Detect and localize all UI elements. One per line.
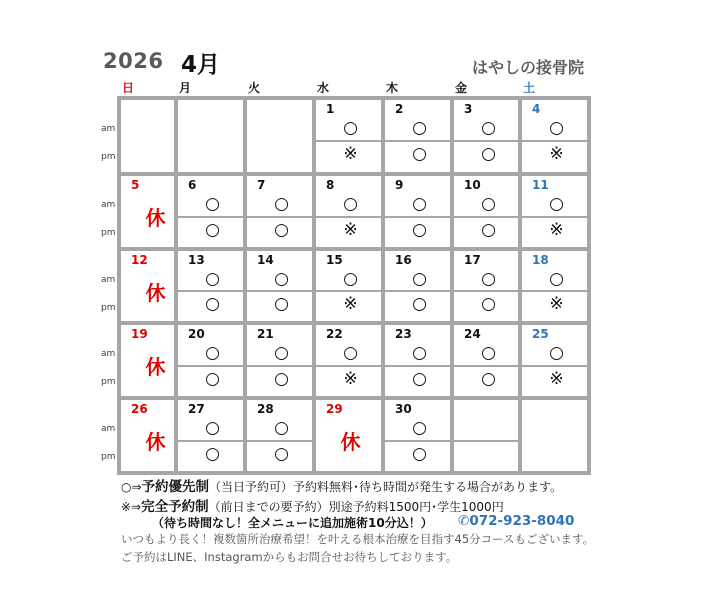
pm-slot-status: ※ bbox=[549, 144, 564, 164]
am-slot-status: ○ bbox=[412, 118, 427, 138]
slot-divider bbox=[316, 140, 382, 142]
grid-line bbox=[117, 96, 589, 100]
grid-line bbox=[117, 247, 589, 251]
pm-label: pm bbox=[101, 452, 116, 462]
pm-slot-status: ○ bbox=[412, 294, 427, 314]
am-slot-status: ○ bbox=[412, 194, 427, 214]
am-label: am bbox=[101, 424, 116, 434]
pm-slot-status: ※ bbox=[343, 144, 358, 164]
day-number: 8 bbox=[326, 178, 335, 192]
slot-divider bbox=[385, 440, 451, 442]
slot-divider bbox=[522, 140, 588, 142]
slot-divider bbox=[385, 290, 451, 292]
am-slot-status: ○ bbox=[343, 269, 358, 289]
pm-slot-status: ○ bbox=[274, 444, 289, 464]
closed-day-marker: 休 bbox=[145, 430, 166, 454]
phone-number[interactable] bbox=[458, 513, 574, 529]
am-slot-status: ○ bbox=[205, 418, 220, 438]
day-number: 9 bbox=[395, 178, 404, 192]
pm-slot-status: ○ bbox=[205, 369, 220, 389]
pm-slot-status: ○ bbox=[481, 294, 496, 314]
closed-day-marker: 休 bbox=[340, 430, 361, 454]
slot-divider bbox=[247, 440, 313, 442]
clinic-name: はやしの接骨院 bbox=[471, 58, 584, 77]
slot-divider bbox=[385, 140, 451, 142]
year: 2026 bbox=[103, 49, 164, 73]
weekday-0: 日 bbox=[122, 81, 135, 95]
slot-divider bbox=[178, 290, 244, 292]
grid-line bbox=[117, 396, 589, 400]
weekday-3: 水 bbox=[317, 81, 330, 95]
slot-divider bbox=[178, 440, 244, 442]
am-slot-status: ○ bbox=[481, 343, 496, 363]
day-number: 26 bbox=[131, 402, 148, 416]
pm-slot-status: ○ bbox=[274, 369, 289, 389]
day-number: 27 bbox=[188, 402, 205, 416]
grid-line bbox=[117, 172, 589, 176]
legend-priority-title: 予約優先制 bbox=[141, 479, 210, 495]
weekday-4: 木 bbox=[386, 81, 399, 95]
slot-divider bbox=[385, 365, 451, 367]
legend-line-2 bbox=[121, 495, 504, 515]
circle-symbol: ○⇒ bbox=[121, 480, 142, 494]
pm-slot-status: ※ bbox=[343, 369, 358, 389]
slot-divider bbox=[454, 216, 520, 218]
day-number: 3 bbox=[464, 102, 473, 116]
day-number: 6 bbox=[188, 178, 197, 192]
pm-label: pm bbox=[101, 303, 116, 313]
pm-slot-status: ○ bbox=[205, 294, 220, 314]
weekday-6: 土 bbox=[523, 81, 536, 95]
pm-slot-status: ○ bbox=[481, 369, 496, 389]
am-slot-status: ○ bbox=[481, 269, 496, 289]
slot-divider bbox=[454, 440, 520, 442]
am-slot-status: ○ bbox=[549, 118, 564, 138]
am-slot-status: ○ bbox=[205, 194, 220, 214]
day-number: 13 bbox=[188, 253, 205, 267]
day-number: 15 bbox=[326, 253, 343, 267]
day-number: 10 bbox=[464, 178, 481, 192]
legend-full-reservation-title: 完全予約制 bbox=[141, 499, 209, 515]
day-number: 19 bbox=[131, 327, 148, 341]
slot-divider bbox=[454, 365, 520, 367]
am-slot-status: ○ bbox=[274, 343, 289, 363]
asterisk-symbol: ※⇒ bbox=[121, 500, 142, 514]
slot-divider bbox=[247, 216, 313, 218]
am-slot-status: ○ bbox=[481, 194, 496, 214]
day-number: 28 bbox=[257, 402, 274, 416]
am-slot-status: ○ bbox=[205, 343, 220, 363]
pm-slot-status: ○ bbox=[205, 220, 220, 240]
am-slot-status: ○ bbox=[274, 269, 289, 289]
legend-line-5: ご予約はLINE、Instagramからもお問合せお待ちしております。 bbox=[121, 550, 458, 564]
pm-slot-status: ※ bbox=[343, 294, 358, 314]
legend-full-reservation-desc: （前日までの要予約）別途予約料1500円･学生1000円 bbox=[208, 500, 504, 514]
day-number: 23 bbox=[395, 327, 412, 341]
pm-label: pm bbox=[101, 228, 116, 238]
day-number: 11 bbox=[532, 178, 549, 192]
am-label: am bbox=[101, 275, 116, 285]
day-number: 5 bbox=[131, 178, 140, 192]
am-slot-status: ○ bbox=[205, 269, 220, 289]
am-slot-status: ○ bbox=[549, 269, 564, 289]
weekday-2: 火 bbox=[248, 81, 261, 95]
pm-slot-status: ※ bbox=[549, 294, 564, 314]
month: 4月 bbox=[181, 52, 221, 78]
am-label: am bbox=[101, 349, 116, 359]
pm-label: pm bbox=[101, 377, 116, 387]
grid-line bbox=[117, 321, 589, 325]
am-slot-status: ○ bbox=[343, 194, 358, 214]
am-slot-status: ○ bbox=[412, 269, 427, 289]
weekday-1: 月 bbox=[179, 81, 192, 95]
slot-divider bbox=[454, 290, 520, 292]
legend-priority-desc: （当日予約可）予約料無料･待ち時間が発生する場合があります。 bbox=[209, 480, 563, 494]
pm-slot-status: ※ bbox=[549, 369, 564, 389]
pm-slot-status: ○ bbox=[481, 220, 496, 240]
day-number: 30 bbox=[395, 402, 412, 416]
weekday-5: 金 bbox=[455, 81, 468, 95]
slot-divider bbox=[178, 216, 244, 218]
am-label: am bbox=[101, 124, 116, 134]
slot-divider bbox=[522, 290, 588, 292]
day-number: 16 bbox=[395, 253, 412, 267]
am-label: am bbox=[101, 200, 116, 210]
closed-day-marker: 休 bbox=[145, 206, 166, 230]
slot-divider bbox=[385, 216, 451, 218]
legend-line-1 bbox=[121, 475, 562, 495]
day-number: 12 bbox=[131, 253, 148, 267]
pm-slot-status: ※ bbox=[549, 220, 564, 240]
slot-divider bbox=[316, 365, 382, 367]
day-number: 29 bbox=[326, 402, 343, 416]
am-slot-status: ○ bbox=[274, 194, 289, 214]
pm-slot-status: ※ bbox=[343, 220, 358, 240]
pm-slot-status: ○ bbox=[274, 294, 289, 314]
slot-divider bbox=[316, 290, 382, 292]
am-slot-status: ○ bbox=[412, 343, 427, 363]
day-number: 21 bbox=[257, 327, 274, 341]
closed-day-marker: 休 bbox=[145, 355, 166, 379]
am-slot-status: ○ bbox=[343, 118, 358, 138]
am-slot-status: ○ bbox=[549, 343, 564, 363]
calendar-grid bbox=[117, 96, 589, 475]
pm-slot-status: ○ bbox=[412, 444, 427, 464]
day-number: 1 bbox=[326, 102, 335, 116]
day-number: 4 bbox=[532, 102, 541, 116]
slot-divider bbox=[247, 290, 313, 292]
am-slot-status: ○ bbox=[412, 418, 427, 438]
day-number: 20 bbox=[188, 327, 205, 341]
legend-line-3: （待ち時間なし！全メニューに追加施術10分込！） bbox=[152, 516, 433, 530]
day-number: 22 bbox=[326, 327, 343, 341]
am-slot-status: ○ bbox=[274, 418, 289, 438]
slot-divider bbox=[247, 365, 313, 367]
pm-slot-status: ○ bbox=[412, 369, 427, 389]
pm-slot-status: ○ bbox=[274, 220, 289, 240]
pm-slot-status: ○ bbox=[205, 444, 220, 464]
day-number: 24 bbox=[464, 327, 481, 341]
legend-line-4: いつもより長く！複数箇所治療希望！を叶える根本治療を目指す45分コースもございます。 bbox=[121, 532, 595, 546]
day-number: 2 bbox=[395, 102, 404, 116]
phone-number-text: 072-923-8040 bbox=[469, 513, 575, 529]
am-slot-status: ○ bbox=[549, 194, 564, 214]
day-number: 14 bbox=[257, 253, 274, 267]
pm-slot-status: ○ bbox=[412, 220, 427, 240]
slot-divider bbox=[454, 140, 520, 142]
pm-slot-status: ○ bbox=[481, 144, 496, 164]
day-number: 7 bbox=[257, 178, 266, 192]
pm-label: pm bbox=[101, 152, 116, 162]
slot-divider bbox=[522, 216, 588, 218]
closed-day-marker: 休 bbox=[145, 281, 166, 305]
day-number: 17 bbox=[464, 253, 481, 267]
am-slot-status: ○ bbox=[343, 343, 358, 363]
day-number: 18 bbox=[532, 253, 549, 267]
slot-divider bbox=[522, 365, 588, 367]
am-slot-status: ○ bbox=[481, 118, 496, 138]
slot-divider bbox=[316, 216, 382, 218]
slot-divider bbox=[178, 365, 244, 367]
phone-icon: ✆ bbox=[458, 513, 470, 529]
pm-slot-status: ○ bbox=[412, 144, 427, 164]
day-number: 25 bbox=[532, 327, 549, 341]
